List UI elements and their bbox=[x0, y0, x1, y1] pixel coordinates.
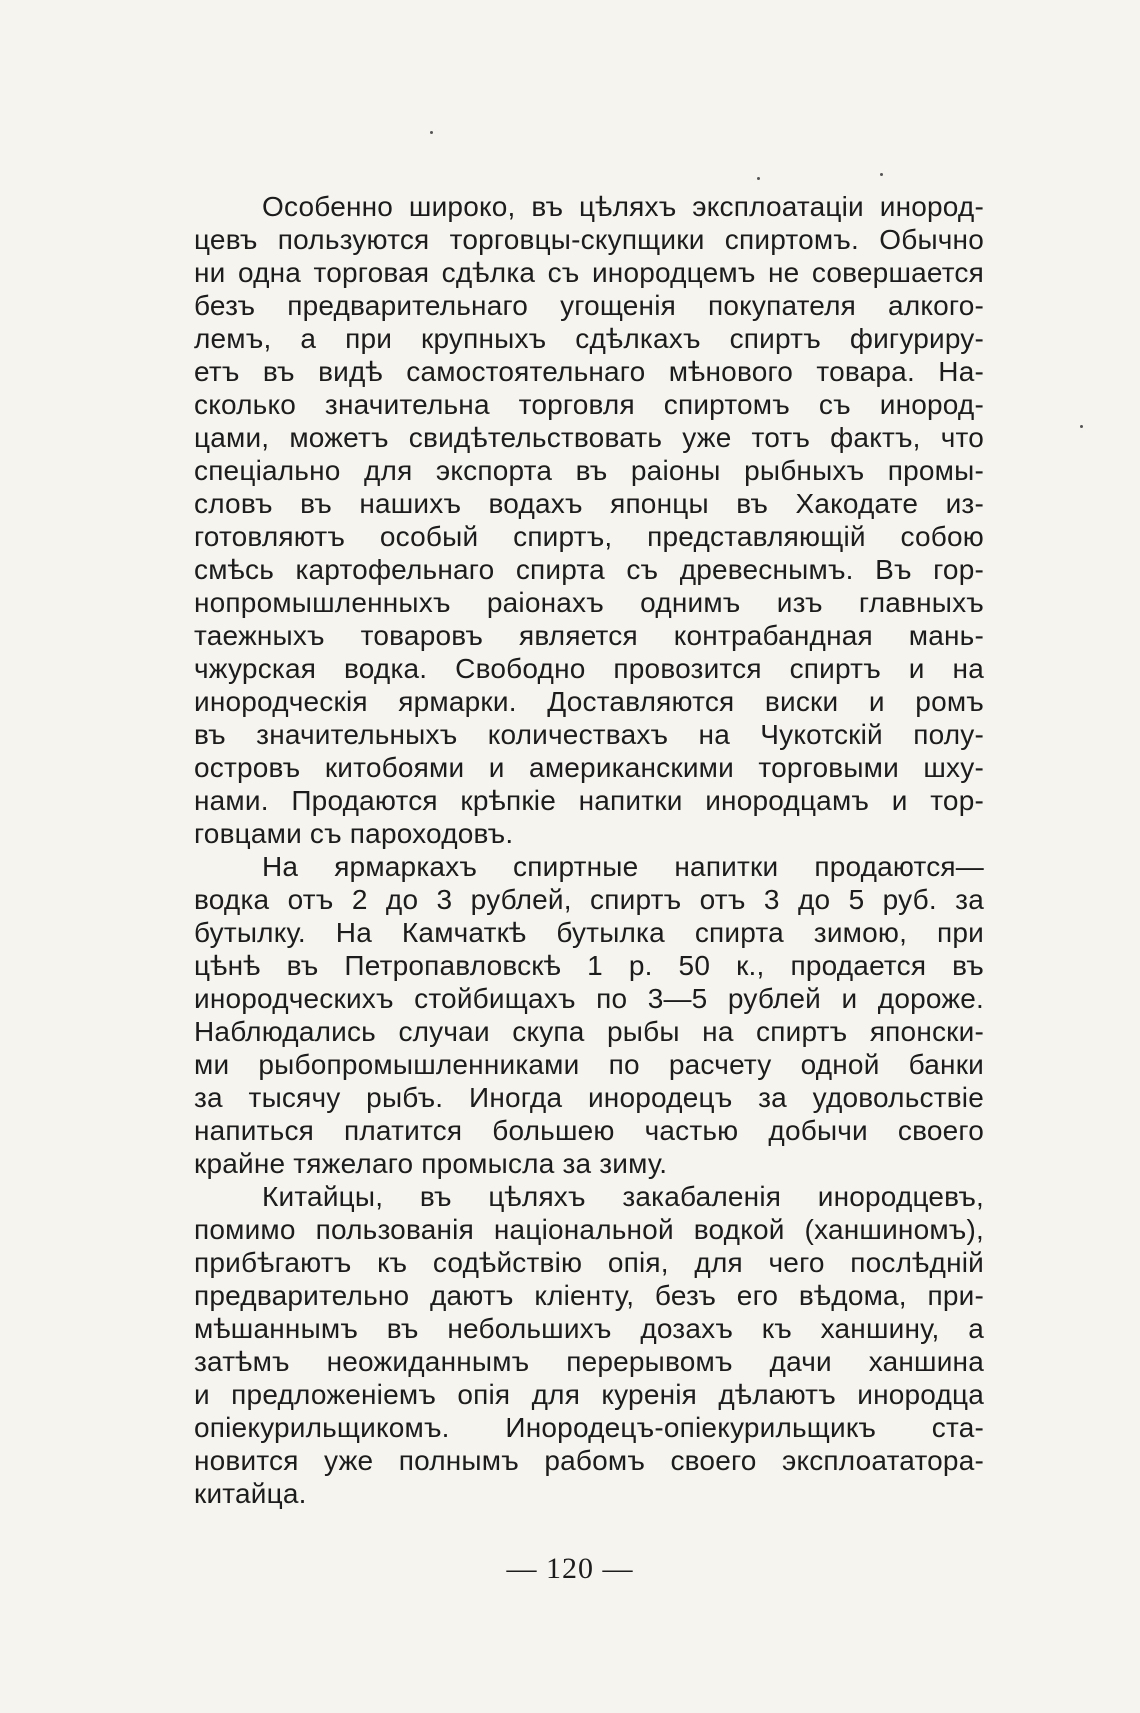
text-line: спеціально для экспорта въ раіоны рыбныхъ промы- bbox=[194, 455, 984, 486]
paragraph-1 bbox=[194, 190, 984, 850]
text-line: нопромышленныхъ раіонахъ однимъ изъ главныхъ bbox=[194, 587, 984, 618]
text-line: етъ въ видѣ самостоятельнаго мѣнового товара. На- bbox=[194, 356, 984, 387]
text-line: опіекурильщикомъ. Инородецъ-опіекурильщикъ ста- bbox=[194, 1412, 984, 1443]
text-line: въ значительныхъ количествахъ на Чукотскій полу- bbox=[194, 719, 984, 750]
text-line: и предложеніемъ опія для куренія дѣлаютъ инородца bbox=[194, 1379, 984, 1410]
text-line: лемъ, а при крупныхъ сдѣлкахъ спиртъ фигуриру- bbox=[194, 323, 984, 354]
text-line: таежныхъ товаровъ является контрабандная мань- bbox=[194, 620, 984, 651]
text-line: цевъ пользуются торговцы-скупщики спиртомъ. Обычно bbox=[194, 224, 984, 255]
text-line: инородческихъ стойбищахъ по 3—5 рублей и дороже. bbox=[194, 983, 984, 1014]
text-line: инородческія ярмарки. Доставляются виски и ромъ bbox=[194, 686, 984, 717]
text-line: крайне тяжелаго промысла за зиму. bbox=[194, 1148, 668, 1179]
text-line: предварительно даютъ кліенту, безъ его вѣдома, при- bbox=[194, 1280, 984, 1311]
ink-speck bbox=[1080, 425, 1083, 428]
text-line: Наблюдались случаи скупа рыбы на спиртъ японски- bbox=[194, 1016, 984, 1047]
ink-speck bbox=[430, 131, 433, 134]
ink-speck bbox=[757, 177, 760, 180]
text-line: напиться платится большею частью добычи своего bbox=[194, 1115, 984, 1146]
text-line: цами, можетъ свидѣтельствовать уже тотъ фактъ, что bbox=[194, 422, 984, 453]
text-line: ни одна торговая сдѣлка съ инородцемъ не совершается bbox=[194, 257, 984, 288]
text-line: готовляютъ особый спиртъ, представляющій собою bbox=[194, 521, 984, 552]
text-line: говцами съ пароходовъ. bbox=[194, 818, 514, 849]
text-line: сколько значительна торговля спиртомъ съ инород- bbox=[194, 389, 984, 420]
paragraph-2 bbox=[194, 850, 984, 1180]
text-line: цѣнѣ въ Петропавловскѣ 1 р. 50 к., продается въ bbox=[194, 950, 984, 981]
text-line: прибѣгаютъ къ содѣйствію опія, для чего послѣдній bbox=[194, 1247, 984, 1278]
text-line: за тысячу рыбъ. Иногда инородецъ за удовольствіе bbox=[194, 1082, 984, 1113]
text-line: словъ въ нашихъ водахъ японцы въ Хакодате из- bbox=[194, 488, 984, 519]
body-text bbox=[194, 190, 984, 1510]
page-number: — 120 — bbox=[506, 1552, 634, 1585]
ink-speck bbox=[880, 173, 883, 176]
text-line: новится уже полнымъ рабомъ своего эксплоататора- bbox=[194, 1445, 984, 1476]
text-line: мѣшаннымъ въ небольшихъ дозахъ къ ханшину, а bbox=[194, 1313, 984, 1344]
paragraph-3 bbox=[194, 1180, 984, 1510]
text-line: Особенно широко, въ цѣляхъ эксплоатацiи инород- bbox=[262, 191, 984, 222]
text-line: водка отъ 2 до 3 рублей, спиртъ отъ 3 до 5 руб. за bbox=[194, 884, 984, 915]
text-line: чжурская водка. Свободно провозится спиртъ и на bbox=[194, 653, 984, 684]
text-line: помимо пользованія національной водкой (ханшиномъ), bbox=[194, 1214, 984, 1245]
text-line: смѣсь картофельнаго спирта съ древеснымъ. Въ гор- bbox=[194, 554, 984, 585]
text-line: островъ китобоями и американскими торговыми шху- bbox=[194, 752, 984, 783]
text-line: безъ предварительнаго угощенія покупателя алкого- bbox=[194, 290, 984, 321]
text-line: бутылку. На Камчаткѣ бутылка спирта зимою, при bbox=[194, 917, 984, 948]
text-line: китайца. bbox=[194, 1478, 307, 1509]
text-line: На ярмаркахъ спиртные напитки продаются— bbox=[262, 851, 984, 882]
text-line: ми рыбопромышленниками по расчету одной банки bbox=[194, 1049, 984, 1080]
text-line: Китайцы, въ цѣляхъ закабаленія инородцевъ, bbox=[262, 1181, 984, 1212]
text-line: нами. Продаются крѣпкіе напитки инородцамъ и тор- bbox=[194, 785, 984, 816]
text-line: затѣмъ неожиданнымъ перерывомъ дачи ханшина bbox=[194, 1346, 984, 1377]
